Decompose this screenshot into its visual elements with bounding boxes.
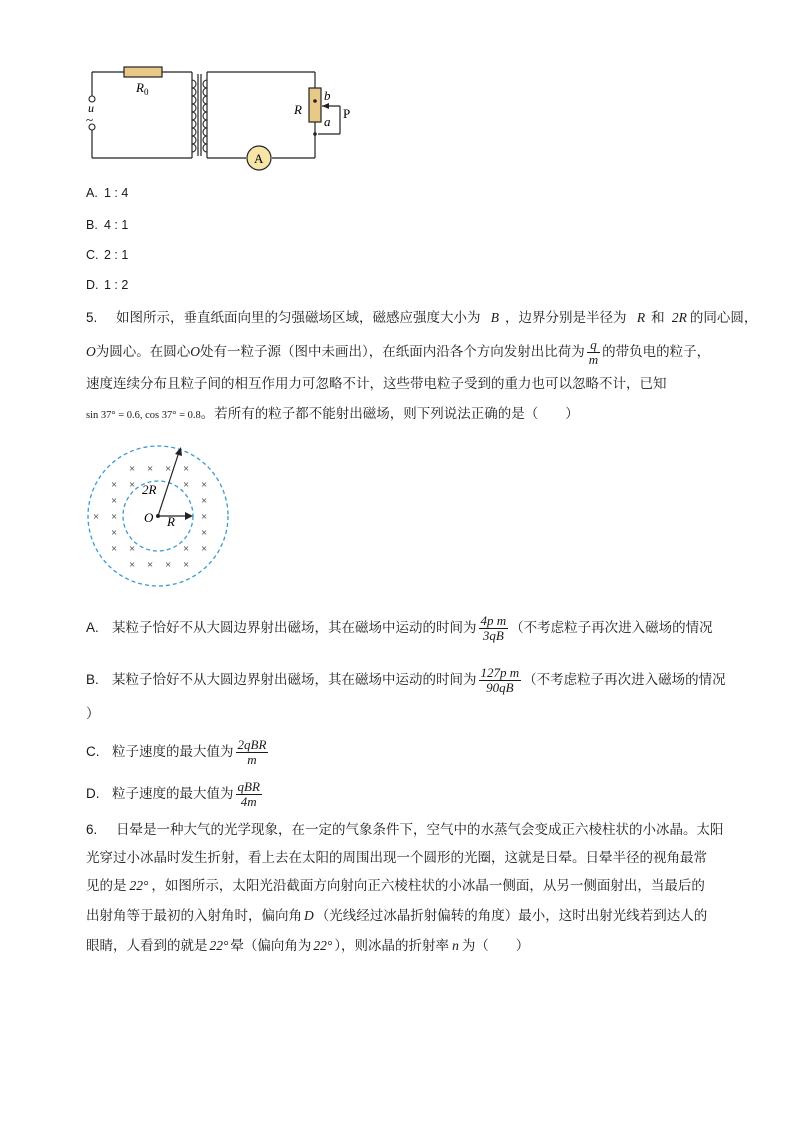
field-cross: × (183, 479, 190, 491)
q5-line-1: 5. 如图所示，垂直纸面向里的匀强磁场区域，磁感应强度大小为 B ，边界分别是半径为 R 和 2R 的同心圆， (86, 310, 758, 326)
transformer-circuit-diagram (80, 62, 360, 172)
label-ammeter: A (254, 151, 264, 166)
field-cross: × (183, 543, 190, 555)
label-a: a (324, 114, 331, 129)
charge-mass-ratio: $\frac{q}{m}$ (588, 337, 599, 367)
field-cross: × (201, 479, 208, 491)
q6-line-5: 眼睛，人看到的就是 22° 晕（偏向角为 22° ），则冰晶的折射率 n 为（ ） (86, 938, 530, 954)
field-cross: × (129, 543, 136, 555)
label-u: u (88, 101, 94, 115)
label-b: b (324, 88, 331, 103)
field-cross: × (147, 559, 154, 571)
field-cross: × (201, 527, 208, 539)
q6-line-4: 出射角等于最初的入射角时，偏向角 D （光线经过冰晶折射偏转的角度）最小，这时出射光线若到达人的 (86, 908, 708, 924)
q6-line-2: 光穿过小冰晶时发生折射，看上去在太阳的周围出现一个圆形的光圈，这就是日晕。日晕半径的视角最常 (86, 850, 707, 866)
q5-option-a[interactable]: A. 某粒子恰好不从大圆边界射出磁场，其在磁场中运动的时间为 $\frac{\text{4p m}}{3qB}$ （不考虑粒子再次进入磁场的情况 (86, 613, 713, 643)
label-p: P (343, 106, 351, 121)
q5-option-c[interactable]: C. 粒子速度的最大值为 $\frac{\text{2qBR}}{m}$ (86, 737, 267, 767)
label-r: R (294, 102, 302, 117)
field-cross: × (129, 559, 136, 571)
resistor-r (309, 88, 321, 122)
label-2r: 2R (142, 482, 157, 497)
field-cross: × (147, 463, 154, 475)
q6-line-1: 6. 日晕是一种大气的光学现象，在一定的气象条件下，空气中的水蒸气会变成正六棱柱状的小冰晶。太阳 (86, 822, 724, 838)
field-cross: × (111, 543, 118, 555)
field-cross: × (183, 463, 190, 475)
field-cross: × (129, 479, 136, 491)
field-cross: × (129, 463, 136, 475)
field-cross: × (183, 559, 190, 571)
resistor-r0 (124, 67, 162, 77)
field-cross: × (165, 463, 172, 475)
q5-line-2: O为圆心。在圆心O处有一粒子源（图中未画出），在纸面内沿各个方向发射出比荷为 $\frac{q}{m}$ 的带负电的粒子， (86, 337, 711, 367)
q4-option-a[interactable]: A. 1 : 4 (86, 186, 129, 200)
q4-option-b[interactable]: B. 4 : 1 (86, 218, 129, 232)
field-cross: × (111, 527, 118, 539)
field-cross: × (111, 495, 118, 507)
label-o: O (144, 510, 154, 525)
q5-option-b-close: ） (86, 706, 100, 722)
center-point (156, 514, 160, 518)
label-r0: $R_0$ (136, 80, 149, 97)
magnetic-field-diagram (84, 444, 234, 588)
field-cross: × (201, 495, 208, 507)
q4-option-d[interactable]: D. 1 : 2 (86, 278, 129, 292)
q4-option-c[interactable]: C. 2 : 1 (86, 248, 129, 262)
q6-line-3: 见的是 22° ，如图所示，太阳光沿截面方向射向正六棱柱状的小冰晶一侧面，从另一侧面射出，当最后的 (86, 878, 705, 894)
field-cross: × (165, 559, 172, 571)
q5-option-b[interactable]: B. 某粒子恰好不从大圆边界射出磁场，其在磁场中运动的时间为 $\frac{\text{127p m}}{90qB}$ （不考虑粒子再次进入磁场的情况 (86, 665, 726, 695)
field-cross: × (93, 511, 100, 523)
q5-option-d[interactable]: D. 粒子速度的最大值为 $\frac{\text{qBR}}{4m}$ (86, 779, 260, 809)
label-r-radius: R (167, 514, 175, 529)
ac-symbol: ~ (86, 112, 94, 127)
field-cross: × (201, 511, 208, 523)
field-cross: × (111, 479, 118, 491)
field-cross: × (111, 511, 118, 523)
q5-line-3: 速度连续分布且粒子间的相互作用力可忽略不计，这些带电粒子受到的重力也可以忽略不计，已知 (86, 376, 667, 392)
q5-line-4: sin 37° = 0.6, cos 37° = 0.8。若所有的粒子都不能射出磁场，则下列说法正确的是（ ） (86, 406, 579, 422)
field-cross: × (201, 543, 208, 555)
